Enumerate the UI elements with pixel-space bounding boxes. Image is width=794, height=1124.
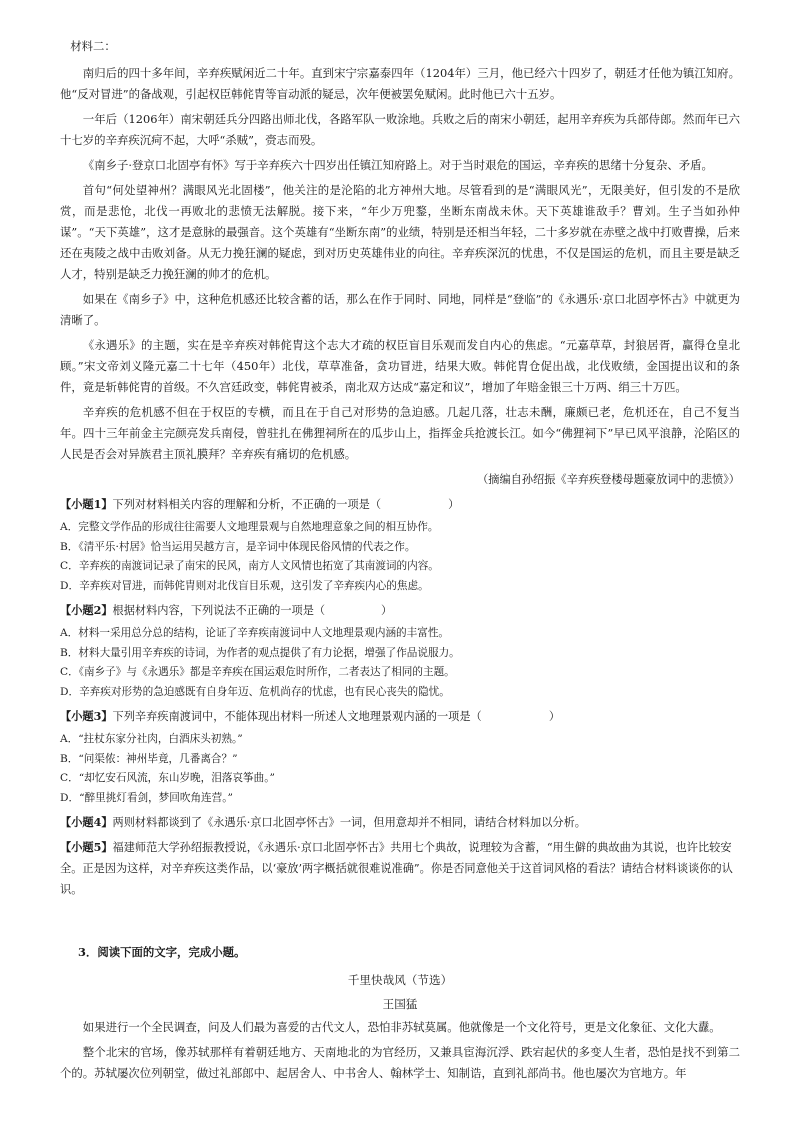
material2-paragraph-3: 《南乡子·登京口北固亭有怀》写于辛弃疾六十四岁出任镇江知府路上。对于当时艰危的国运，辛弃疾的思绪十分复杂、矛盾。 bbox=[82, 158, 713, 172]
question-2-option-b: B．材料大量引用辛弃疾的诗词，为作者的观点提供了有力论据，增强了作品说服力。 bbox=[60, 646, 460, 659]
question-5 bbox=[60, 837, 740, 900]
question-1-option-d: D．辛弃疾对冒进，而韩侂胄则对北伐盲目乐观，这引发了辛弃疾内心的焦虑。 bbox=[60, 579, 429, 592]
question-4 bbox=[60, 812, 740, 833]
question-3-options bbox=[60, 730, 740, 808]
material2-paragraph-7: 辛弃疾的危机感不但在于权臣的专横，而且在于自己对形势的急迫感。几起几落，壮志未酬，廉颇已老，危机还在，自己不复当年。四十三年前金主完颜亮发兵南侵，曾驻扎在佛狸祠所在的瓜步山上，指挥金兵抢渡长江。如今“佛狸祠下”早已风平浪静，沦陷区的人民是否会对异族君主顶礼膜拜？辛弃疾有痛切的危机感。 bbox=[60, 405, 740, 461]
question-1 bbox=[60, 494, 740, 515]
question-4-stem: 两则材料都谈到了《永遇乐·京口北固亭怀古》一词，但用意却并不相同，请结合材料加以分析。 bbox=[112, 816, 586, 829]
question-5-stem: 福建师范大学孙绍振教授说，《永遇乐·京口北固亭怀古》共用七个典故，说理较为含蓄，“用生僻的典故曲为其说，也许比较安全。正是因为这样，对辛弃疾这类作品，以‘豪放’两字概括就很难说准确”。你是否同意他关于这首词风格的看法？请结合材料谈谈你的认识。 bbox=[60, 841, 733, 896]
question-2 bbox=[60, 600, 740, 621]
question-1-options bbox=[60, 518, 740, 596]
section-3-title: 千里快哉风（节选） bbox=[347, 973, 453, 987]
section-3-paragraph-1: 如果进行一个全民调查，问及人们最为喜爱的古代文人，恐怕非苏轼莫属。他就像是一个文化符号，更是文化象征、文化大纛。 bbox=[82, 1020, 721, 1034]
question-2-option-a: A．材料一采用总分总的结构，论证了辛弃疾南渡词中人文地理景观内涵的丰富性。 bbox=[60, 627, 450, 639]
question-3-option-a: A．“拄杖东家分社肉，白酒床头初熟。” bbox=[60, 733, 243, 745]
question-2-stem: 根据材料内容，下列说法不正确的一项是（ ） bbox=[112, 604, 393, 617]
question-3-option-b: B．“问渠侬：神州毕竟，几番离合？” bbox=[60, 752, 238, 765]
question-2-options bbox=[60, 624, 740, 702]
question-4-label: 【小题4】 bbox=[60, 815, 113, 829]
material2-source: （摘编自孙绍振《辛弃疾登楼母题豪放词中的悲愤》） bbox=[477, 473, 740, 486]
question-1-option-b: B．《清平乐·村居》恰当运用吴越方言，是辛词中体现民俗风情的代表之作。 bbox=[60, 540, 416, 553]
question-3-option-c: C．“却忆安石风流，东山岁晚，泪落哀筝曲。” bbox=[60, 772, 275, 784]
question-1-option-c: C．辛弃疾的南渡词记录了南宋的民风，南方人文风情也拓宽了其南渡词的内容。 bbox=[60, 560, 439, 572]
material2-paragraph-5: 如果在《南乡子》中，这种危机感还比较含蓄的话，那么在作于同时、同地，同样是“登临”的《永遇乐·京口北固亭怀古》中就更为清晰了。 bbox=[60, 292, 740, 327]
section-3-paragraph-2: 整个北宋的官场，像苏轼那样有着朝廷地方、天南地北的为官经历，又兼具宦海沉浮、跌宕起伏的多变人生者，恐怕是找不到第二个的。苏轼屡次位列朝堂，做过礼部郎中、起居舍人、中书舍人、翰林学士、知制诰，直到礼部尚书。他也屡次为官地方。年 bbox=[60, 1045, 740, 1080]
document-page bbox=[60, 36, 740, 1088]
question-1-label: 【小题1】 bbox=[60, 497, 113, 511]
question-3-label: 【小题3】 bbox=[60, 709, 113, 723]
question-5-label: 【小题5】 bbox=[60, 840, 113, 854]
question-2-option-c: C．《南乡子》与《永遇乐》都是辛弃疾在国运艰危时所作，二者表达了相同的主题。 bbox=[60, 666, 455, 678]
material2-paragraph-6: 《永遇乐》的主题，实在是辛弃疾对韩侂胄这个志大才疏的权臣盲目乐观而发自内心的焦虑。“元嘉草草，封狼居胥，赢得仓皇北顾。”宋文帝刘义隆元嘉二十七年（450年）北伐，草草准备，贪功冒进，结果大败。韩侂胄仓促出战，北伐败绩，金国提出议和的条件，竟是斩韩侂胄的首级。不久宫廷政变，韩侂胄被杀，南北双方达成“嘉定和议”，增加了年赔金银三十万两、绢三十万匹。 bbox=[60, 338, 740, 394]
material2-paragraph-2: 一年后（1206年）南宋朝廷兵分四路出师北伐，各路军队一败涂地。兵败之后的南宋小朝廷，起用辛弃疾为兵部侍郎。然而年已六十七岁的辛弃疾沉疴不起，大呼“杀贼”，赍志而殁。 bbox=[60, 112, 740, 147]
material2-paragraph-4: 首句“何处望神州？满眼风光北固楼”，他关注的是沦陷的北方神州大地。尽管看到的是“满眼风光”，无限美好，但引发的不是欣赏，而是悲怆，北伐一再败北的悲愤无法解脱。接下来，“年少万兜鍪，坐断东南战未休。天下英雄谁敌手？曹刘。生子当如孙仲谋”。“天下英雄”，这才是意脉的最强音。这个英雄有“坐断东南”的业绩，特别是还相当年轻，二十多岁就在赤壁之战中打败曹操，后来还在夷陵之战中击败刘备。从无力挽狂澜的疑虑，到对历史英雄伟业的向往。辛弃疾深沉的忧患，不仅是国运的危机，而且主要是缺乏人才，特别是缺乏力挽狂澜的帅才的危机。 bbox=[60, 183, 740, 281]
question-3 bbox=[60, 706, 740, 727]
material2-heading: 材料二： bbox=[70, 39, 116, 53]
section-3-author: 王国猛 bbox=[382, 997, 418, 1011]
question-3-stem: 下列辛弃疾南渡词中，不能体现出材料一所述人文地理景观内涵的一项是（ ） bbox=[112, 710, 561, 723]
material2-paragraph-1: 南归后的四十多年间，辛弃疾赋闲近二十年。直到宋宁宗嘉泰四年（1204年）三月，他已经六十四岁了，朝廷才任他为镇江知府。他“反对冒进”的备战观，引起权臣韩侂胄等盲动派的疑忌，次年便被罢免赋闲。此时他已六十五岁。 bbox=[60, 66, 740, 101]
question-2-option-d: D．辛弃疾对形势的急迫感既有自身年迈、危机尚存的忧虑，也有民心丧失的隐忧。 bbox=[60, 685, 450, 698]
question-2-label: 【小题2】 bbox=[60, 603, 113, 617]
question-1-option-a: A．完整文学作品的形成往往需要人文地理景观与自然地理意象之间的相互协作。 bbox=[60, 521, 439, 533]
section-3-heading: 3．阅读下面的文字，完成小题。 bbox=[78, 945, 246, 959]
question-3-option-d: D．“醉里挑灯看剑，梦回吹角连营。” bbox=[60, 791, 233, 804]
question-1-stem: 下列对材料相关内容的理解和分析，不正确的一项是（ ） bbox=[112, 498, 460, 511]
